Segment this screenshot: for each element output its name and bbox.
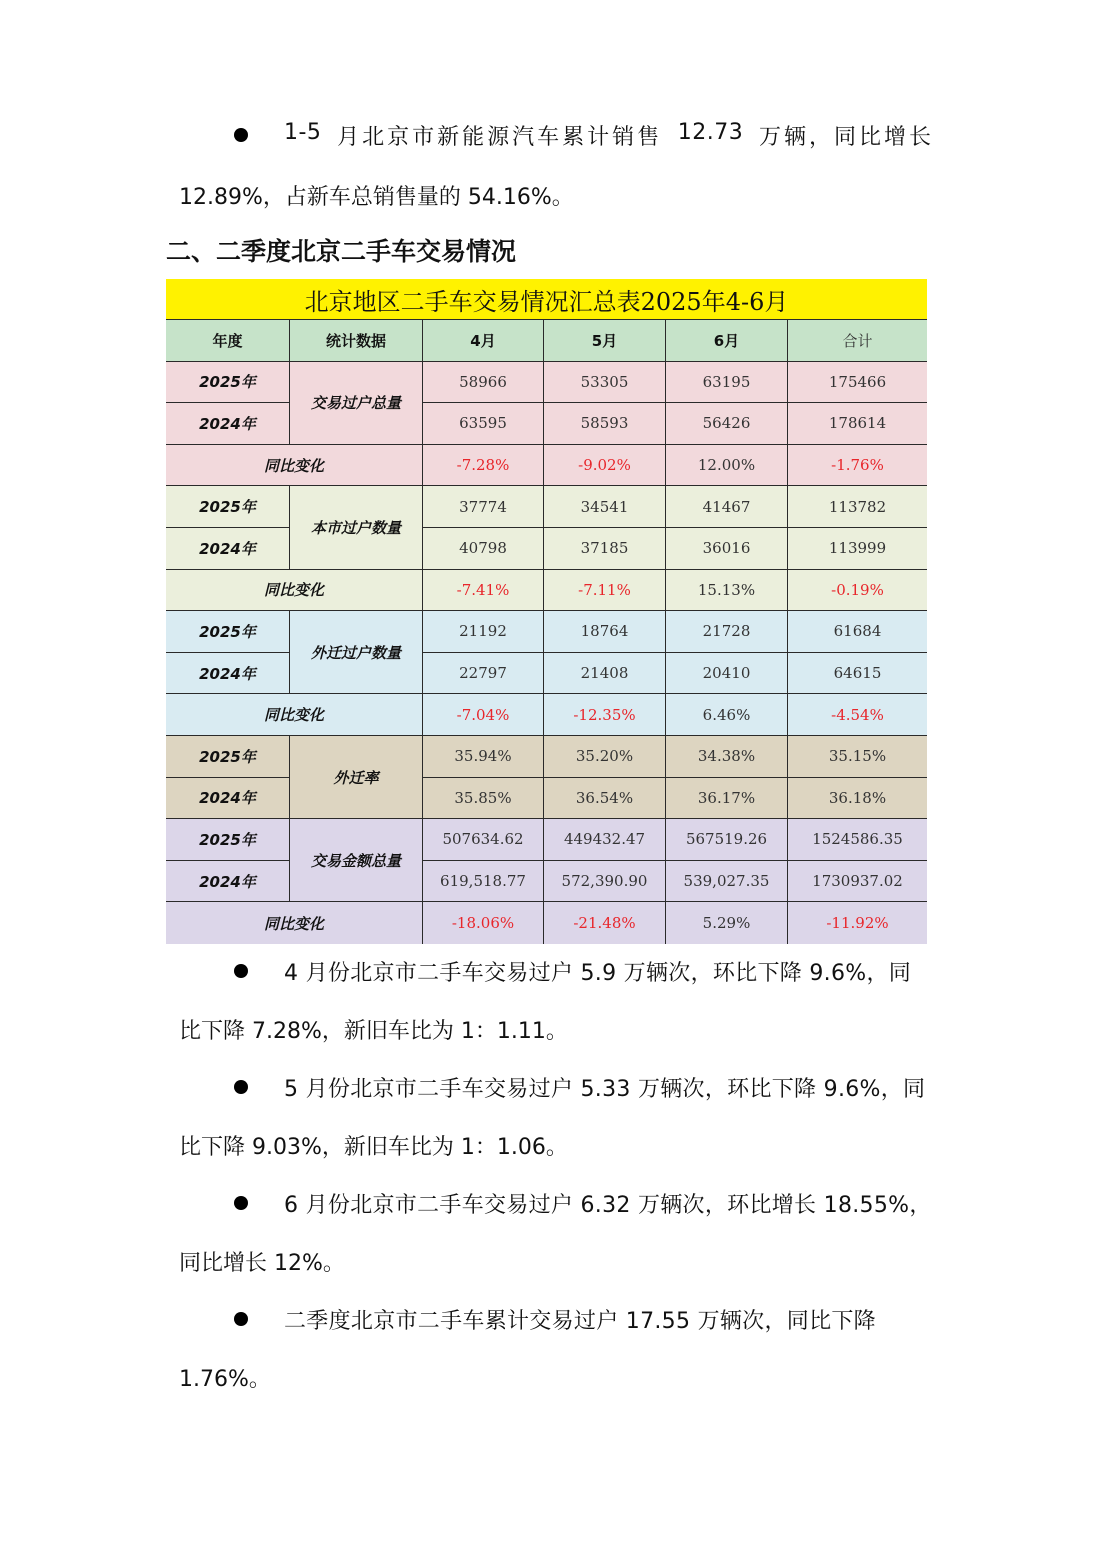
table-change-cell: -7.41% bbox=[423, 570, 544, 612]
table-value-cell: 619,518.77 bbox=[423, 861, 544, 903]
table-metric-label: 外迁过户数量 bbox=[290, 611, 423, 694]
bullet-line-first: 4 月份北京市二手车交易过户 5.9 万辆次，环比下降 9.6%，同 bbox=[284, 961, 912, 986]
table-header-5: 合计 bbox=[788, 320, 927, 362]
table-year-cell: 2024年 bbox=[166, 403, 290, 445]
table-value-cell: 113782 bbox=[788, 486, 927, 528]
table-metric-label: 交易金额总量 bbox=[290, 819, 423, 902]
table-value-cell: 53305 bbox=[544, 362, 666, 404]
table-value-cell: 36016 bbox=[666, 528, 788, 570]
table-change-label: 同比变化 bbox=[166, 445, 423, 487]
table-value-cell: 21728 bbox=[666, 611, 788, 653]
table-change-cell: -7.04% bbox=[423, 694, 544, 736]
table-value-cell: 58593 bbox=[544, 403, 666, 445]
table-value-cell: 178614 bbox=[788, 403, 927, 445]
bullet-dot bbox=[234, 1312, 248, 1326]
table-change-cell: -7.28% bbox=[423, 445, 544, 487]
table-change-cell: -12.35% bbox=[544, 694, 666, 736]
table-value-cell: 56426 bbox=[666, 403, 788, 445]
table-change-label: 同比变化 bbox=[166, 570, 423, 612]
table-value-cell: 20410 bbox=[666, 653, 788, 695]
table-value-cell: 21408 bbox=[544, 653, 666, 695]
table-value-cell: 1730937.02 bbox=[788, 861, 927, 903]
table-metric-label: 本市过户数量 bbox=[290, 486, 423, 569]
bullet-line-second: 1.76%。 bbox=[179, 1367, 271, 1392]
table-title: 北京地区二手车交易情况汇总表2025年4-6月 bbox=[166, 279, 927, 320]
table-value-cell: 35.85% bbox=[423, 778, 544, 820]
table-value-cell: 37774 bbox=[423, 486, 544, 528]
bullet-dot bbox=[234, 1196, 248, 1210]
table-value-cell: 36.18% bbox=[788, 778, 927, 820]
table-year-cell: 2025年 bbox=[166, 611, 290, 653]
table-value-cell: 41467 bbox=[666, 486, 788, 528]
table-change-cell: -7.11% bbox=[544, 570, 666, 612]
table-value-cell: 175466 bbox=[788, 362, 927, 404]
table-change-cell: -18.06% bbox=[423, 902, 544, 944]
table-value-cell: 18764 bbox=[544, 611, 666, 653]
table-header-2: 4月 bbox=[423, 320, 544, 362]
table-value-cell: 1524586.35 bbox=[788, 819, 927, 861]
table-value-cell: 449432.47 bbox=[544, 819, 666, 861]
table-change-cell: 15.13% bbox=[666, 570, 788, 612]
table-value-cell: 572,390.90 bbox=[544, 861, 666, 903]
table-year-cell: 2025年 bbox=[166, 736, 290, 778]
table-value-cell: 22797 bbox=[423, 653, 544, 695]
table-year-cell: 2025年 bbox=[166, 486, 290, 528]
table-change-label: 同比变化 bbox=[166, 694, 423, 736]
table-value-cell: 113999 bbox=[788, 528, 927, 570]
table-value-cell: 34.38% bbox=[666, 736, 788, 778]
table-value-cell: 36.54% bbox=[544, 778, 666, 820]
bullet-line-first: 6 月份北京市二手车交易过户 6.32 万辆次，环比增长 18.55%， bbox=[284, 1193, 932, 1218]
table-header-1: 统计数据 bbox=[290, 320, 423, 362]
table-header-0: 年度 bbox=[166, 320, 290, 362]
table-value-cell: 35.20% bbox=[544, 736, 666, 778]
table-value-cell: 507634.62 bbox=[423, 819, 544, 861]
table-header-4: 6月 bbox=[666, 320, 788, 362]
table-value-cell: 21192 bbox=[423, 611, 544, 653]
table-value-cell: 63195 bbox=[666, 362, 788, 404]
table-change-label: 同比变化 bbox=[166, 902, 423, 944]
table-change-cell: -0.19% bbox=[788, 570, 927, 612]
table-value-cell: 36.17% bbox=[666, 778, 788, 820]
table-value-cell: 63595 bbox=[423, 403, 544, 445]
table-metric-label: 交易过户总量 bbox=[290, 362, 423, 445]
table-year-cell: 2024年 bbox=[166, 528, 290, 570]
table-change-cell: -4.54% bbox=[788, 694, 927, 736]
table-change-cell: -21.48% bbox=[544, 902, 666, 944]
table-year-cell: 2025年 bbox=[166, 362, 290, 404]
table-value-cell: 35.94% bbox=[423, 736, 544, 778]
table-change-cell: 12.00% bbox=[666, 445, 788, 487]
table-year-cell: 2025年 bbox=[166, 819, 290, 861]
table-year-cell: 2024年 bbox=[166, 861, 290, 903]
table-value-cell: 61684 bbox=[788, 611, 927, 653]
bullet-dot bbox=[234, 964, 248, 978]
table-metric-label: 外迁率 bbox=[290, 736, 423, 819]
bullet-line-first: 二季度北京市二手车累计交易过户 17.55 万辆次，同比下降 bbox=[284, 1309, 876, 1334]
bullet-line-first: 5 月份北京市二手车交易过户 5.33 万辆次，环比下降 9.6%，同 bbox=[284, 1077, 926, 1102]
table-change-cell: -1.76% bbox=[788, 445, 927, 487]
intro-bullet-line2: 12.89%，占新车总销售量的 54.16%。 bbox=[179, 185, 574, 210]
bullet-line-second: 同比增长 12%。 bbox=[179, 1251, 345, 1276]
table-year-cell: 2024年 bbox=[166, 778, 290, 820]
table-value-cell: 64615 bbox=[788, 653, 927, 695]
bullet-dot bbox=[234, 128, 248, 142]
table-value-cell: 539,027.35 bbox=[666, 861, 788, 903]
table-value-cell: 58966 bbox=[423, 362, 544, 404]
table-change-cell: 5.29% bbox=[666, 902, 788, 944]
used-car-summary-table bbox=[166, 279, 927, 943]
table-value-cell: 37185 bbox=[544, 528, 666, 570]
table-value-cell: 35.15% bbox=[788, 736, 927, 778]
table-value-cell: 567519.26 bbox=[666, 819, 788, 861]
table-change-cell: -9.02% bbox=[544, 445, 666, 487]
table-change-cell: 6.46% bbox=[666, 694, 788, 736]
bullet-line-second: 比下降 7.28%，新旧车比为 1：1.11。 bbox=[179, 1019, 568, 1044]
table-header-3: 5月 bbox=[544, 320, 666, 362]
table-value-cell: 40798 bbox=[423, 528, 544, 570]
bullet-dot bbox=[234, 1080, 248, 1094]
table-year-cell: 2024年 bbox=[166, 653, 290, 695]
intro-bullet-line1: 1-5 月北京市新能源汽车累计销售 12.73 万辆，同比增长 bbox=[284, 120, 934, 150]
bullet-line-second: 比下降 9.03%，新旧车比为 1：1.06。 bbox=[179, 1135, 568, 1160]
section-heading: 二、二季度北京二手车交易情况 bbox=[166, 237, 517, 266]
table-value-cell: 34541 bbox=[544, 486, 666, 528]
table-change-cell: -11.92% bbox=[788, 902, 927, 944]
